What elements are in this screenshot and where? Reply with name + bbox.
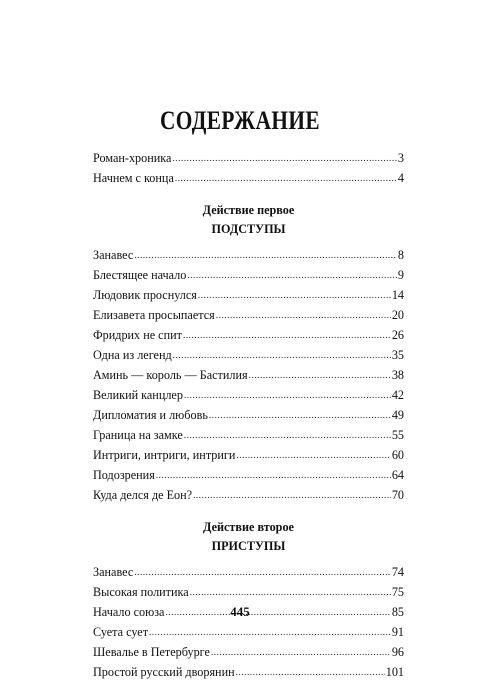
toc-entry-page: 64	[391, 468, 404, 482]
toc-entry-page: 4	[397, 171, 404, 185]
toc-entry[interactable]	[93, 485, 404, 505]
toc-entry[interactable]	[93, 148, 404, 168]
dot-leader	[134, 562, 391, 582]
toc-entry-title: Аминь — король — Бастилия	[93, 368, 248, 382]
dot-leader	[209, 405, 391, 425]
toc-entry[interactable]	[93, 642, 404, 662]
toc-entry-page: 55	[391, 428, 404, 442]
dot-leader	[149, 622, 391, 642]
toc-entry-page: 75	[391, 585, 404, 599]
toc-entry[interactable]	[93, 405, 404, 425]
toc-entry[interactable]	[93, 245, 404, 265]
toc-entry-title: Граница на замке	[93, 428, 183, 442]
toc-entry-page: 3	[397, 151, 404, 165]
section-label: Действие первое	[202, 203, 295, 217]
toc-entry[interactable]	[93, 445, 404, 465]
toc-entry-page: 70	[391, 488, 404, 502]
dot-leader	[187, 265, 397, 285]
dot-leader	[134, 245, 397, 265]
dot-leader	[173, 345, 391, 365]
toc-entry-page: 9	[397, 268, 404, 282]
toc-entry-title: Занавес	[93, 565, 134, 579]
page-number: 445	[230, 604, 250, 619]
toc-entry[interactable]	[93, 285, 404, 305]
toc-entry-title: Суета сует	[93, 625, 149, 639]
dot-leader	[198, 285, 391, 305]
toc-entry-page: 8	[397, 248, 404, 262]
section-subtitle: ПОДСТУПЫ	[211, 222, 286, 236]
page-title: СОДЕРЖАНИЕ	[159, 106, 321, 135]
dot-leader	[183, 325, 391, 345]
toc-entry-title: Одна из легенд	[93, 348, 172, 362]
toc-entry[interactable]	[93, 345, 404, 365]
section-subtitle: ПРИСТУПЫ	[211, 539, 286, 553]
toc-entry[interactable]	[93, 662, 404, 682]
toc-entry[interactable]	[93, 425, 404, 445]
toc-entry-page: 96	[391, 645, 404, 659]
dot-leader	[156, 465, 391, 485]
table-of-contents	[93, 148, 404, 682]
dot-leader	[211, 642, 391, 662]
toc-entry-page: 91	[391, 625, 404, 639]
section-label: Действие второе	[203, 520, 294, 534]
toc-entry[interactable]	[93, 582, 404, 602]
toc-entry-page: 85	[391, 605, 404, 619]
dot-leader	[236, 445, 390, 465]
dot-leader	[216, 305, 391, 325]
toc-entry-title: Великий канцлер	[93, 388, 183, 402]
toc-entry-title: Начнем с конца	[93, 171, 174, 185]
toc-entry[interactable]	[93, 622, 404, 642]
dot-leader	[184, 425, 391, 445]
toc-entry-page: 35	[391, 348, 404, 362]
toc-entry[interactable]	[93, 465, 404, 485]
dot-leader	[236, 662, 385, 682]
toc-entry-page: 14	[391, 288, 404, 302]
toc-entry-page: 26	[391, 328, 404, 342]
toc-entry-title: Подозрения	[93, 468, 155, 482]
dot-leader	[184, 385, 391, 405]
toc-entry-title: Высокая политика	[93, 585, 189, 599]
dot-leader	[175, 168, 397, 188]
toc-entry-title: Дипломатия и любовь	[93, 408, 208, 422]
toc-entry-title: Блестящее начало	[93, 268, 187, 282]
toc-entry[interactable]	[93, 385, 404, 405]
toc-entry-title: Фридрих не спит	[93, 328, 182, 342]
toc-entry-title: Простой русский дворянин	[93, 665, 235, 679]
toc-entry-title: Интриги, интриги, интриги	[93, 448, 236, 462]
toc-entry-page: 38	[391, 368, 404, 382]
toc-entry-page: 42	[391, 388, 404, 402]
toc-entry-title: Занавес	[93, 248, 134, 262]
toc-entry-page: 101	[385, 665, 404, 679]
toc-entry-title: Шевалье в Петербурге	[93, 645, 210, 659]
toc-entry-title: Роман-хроника	[93, 151, 172, 165]
toc-entry-title: Людовик проснулся	[93, 288, 197, 302]
dot-leader	[249, 365, 391, 385]
toc-entry-page: 20	[391, 308, 404, 322]
toc-entry[interactable]	[93, 168, 404, 188]
toc-entry[interactable]	[93, 562, 404, 582]
toc-entry[interactable]	[93, 325, 404, 345]
toc-entry[interactable]	[93, 265, 404, 285]
toc-entry-page: 74	[391, 565, 404, 579]
toc-entry[interactable]	[93, 365, 404, 385]
dot-leader	[193, 485, 391, 505]
toc-entry-page: 49	[391, 408, 404, 422]
toc-entry-title: Елизавета просыпается	[93, 308, 215, 322]
toc-entry-title: Куда делся де Еон?	[93, 488, 193, 502]
dot-leader	[190, 582, 391, 602]
toc-entry[interactable]	[93, 305, 404, 325]
toc-entry-page: 60	[391, 448, 404, 462]
dot-leader	[172, 148, 396, 168]
toc-entry-title: Начало союза	[93, 605, 165, 619]
